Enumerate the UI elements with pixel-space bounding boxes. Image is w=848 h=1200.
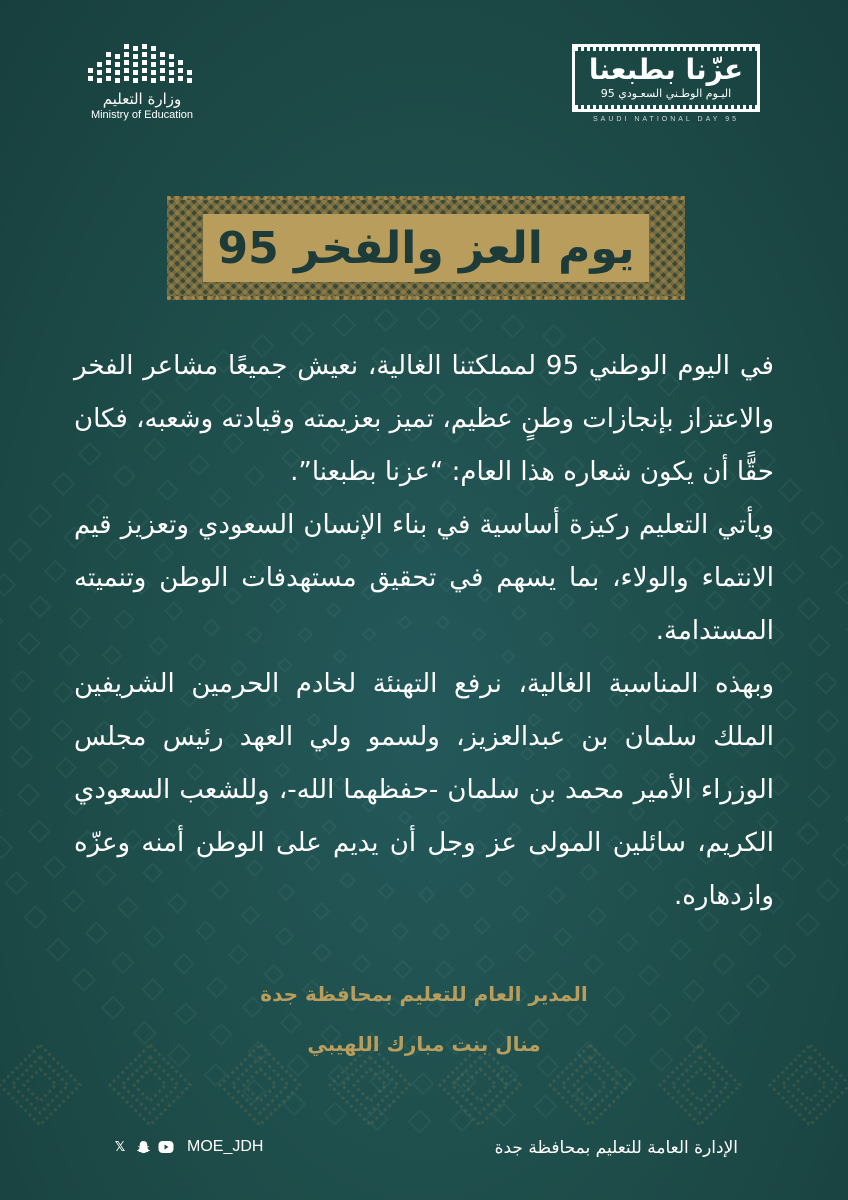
page-title: يوم العز والفخر 95 bbox=[217, 222, 635, 274]
snapchat-icon[interactable] bbox=[135, 1139, 151, 1155]
ministry-name-en: Ministry of Education bbox=[90, 109, 194, 121]
heading-banner bbox=[167, 196, 685, 300]
social-handle[interactable]: MOE_JDH bbox=[187, 1138, 264, 1155]
national-day-subtitle: اليـوم الوطـني السعـودي 95 bbox=[600, 87, 732, 100]
signature-name: منال بنت مبارك اللهيبي bbox=[307, 1032, 541, 1056]
signature-block bbox=[0, 978, 848, 1060]
signature-title: المدير العام للتعليم بمحافظة جدة bbox=[260, 982, 588, 1006]
national-day-frame bbox=[572, 44, 760, 112]
national-day-title: عزّنا بطبعنا bbox=[588, 53, 744, 86]
x-icon[interactable]: 𝕏 bbox=[114, 1139, 126, 1155]
letter-body bbox=[74, 340, 774, 923]
youtube-icon[interactable] bbox=[158, 1139, 174, 1155]
national-day-logo bbox=[568, 44, 764, 132]
paragraph: في اليوم الوطني 95 لمملكتنا الغالية، نعيش جميعًا مشاعر الفخر والاعتزاز بإنجازات وطنٍ عظيم، تميز بعزيمته وقيادته وشعبه، فكان حقًّا أن يكون شعاره هذا العام: “عزنا بطبعنا”. bbox=[74, 351, 774, 487]
paragraph: ويأتي التعليم ركيزة أساسية في بناء الإنسان السعودي وتعزيز قيم الانتماء والولاء، بما يسهم في تحقيق مستهدفات الوطن وتنميته المستدامة. bbox=[74, 510, 774, 646]
paragraph: وبهذه المناسبة الغالية، نرفع التهنئة لخادم الحرمين الشريفين الملك سلمان بن عبدالعزيز، ولسمو ولي العهد رئيس مجلس الوزراء الأمير محمد بن سلمان -حفظهما الله-، وللشعب السعودي الكريم، سائلين المولى عز وجل أن يديم على الوطن أمنه وعزّه وازدهاره. bbox=[74, 669, 774, 911]
ministry-dots-icon bbox=[82, 38, 202, 88]
national-day-english: SAUDI NATIONAL DAY 95 bbox=[593, 116, 739, 123]
ministry-name-ar: وزارة التعليم bbox=[102, 90, 182, 108]
social-links bbox=[112, 1138, 263, 1156]
footer-organization: الإدارة العامة للتعليم بمحافظة جدة bbox=[494, 1138, 738, 1158]
footer bbox=[0, 1132, 848, 1168]
ministry-logo bbox=[72, 38, 212, 128]
heading-plate bbox=[203, 214, 649, 282]
